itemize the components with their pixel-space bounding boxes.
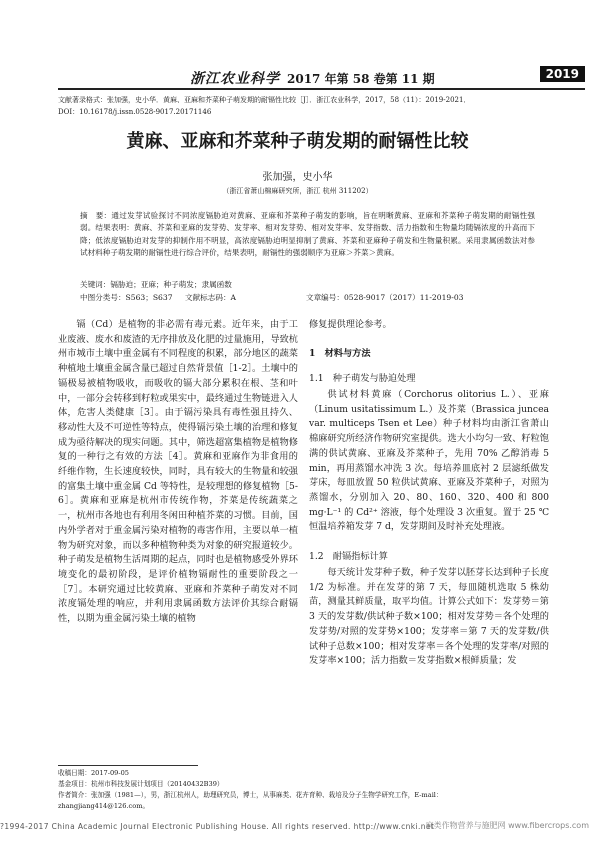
site-watermark: 麻类作物营养与施肥网 www.fibercrops.com — [425, 821, 589, 830]
clc-number: 中图分类号：S563；S637 — [80, 293, 173, 302]
footnote-email: zhangjiang414@126.com。 — [58, 802, 150, 810]
keywords: 关键词：镉胁迫；亚麻；种子萌发；隶属函数 — [80, 280, 232, 289]
section-1-2-text: 每天统计发芽种子数，种子发芽以胚芽长达到种子长度 1/2 为标准。并在发芽的第 7 天，每皿随机选取 5 株幼苗，测量其鲜质量，取平均值。计算公式如下：发芽势＝第 3 天的发芽数/供试种子数×100；相对发芽势＝各个处理的发芽势/对照的发芽势×100；发芽率＝第 7 天的发芽数/供试种子总数×100；相对发芽率＝各个处理的发芽率/对照的发芽率×100；活力指数＝发芽指数×根鲜质量；发 — [309, 567, 549, 667]
header-rule — [58, 88, 585, 90]
journal-name: 浙江农业科学 — [190, 71, 280, 87]
citation-format: 文献著录格式：张加强，史小华．黄麻、亚麻和芥菜种子萌发期的耐镉性比较［J］．浙江农业科学，2017，58（11）：2019-2021． — [58, 96, 471, 104]
body-right-column — [309, 318, 549, 758]
year-badge: 2019 — [540, 66, 585, 82]
article-affiliation: （浙江省萧山棉麻研究所，浙江 杭州 311202） — [222, 187, 373, 195]
article-authors: 张加强，史小华 — [262, 172, 333, 183]
footnote-fund: 基金项目：杭州市科技发展计划项目（20140432B39） — [58, 780, 224, 788]
journal-issue: 2017 年第 58 卷第 11 期 — [287, 72, 435, 86]
body-left-column: 镉（Cd）是植物的非必需有毒元素。近年来，由于工业废液、废水和废渣的无序排放及化肥的过量施用，导致杭州市城市土壤中重金属有不同程度的积累，部分地区的蔬菜种植地土壤重金属含量已超过自然背景值［1-2］。土壤中的镉极易被植物吸收，而吸收的镉大部分累积在根、茎和叶中，一部分会转移到籽粒或果实中，最终通过生物链进入人体，危害人类健康［3］。由于镉污染具有毒性强且持久、移动性大及不可逆性等特点，使得镉污染土壤的治理和修复成为亟待解决的现实问题。其中，筛选超富集植物是植物修复的一种行之有效的方法［4］。黄麻和亚麻作为非食用的纤维作物，生长速度较快，同时，具有较大的生物量和较强的富集土壤中重金属 Cd 等特性，是较理想的修复植物［5-6］。黄麻和亚麻是杭州市传统作物，芥菜是传统蔬菜之一，杭州市各地也有利用冬闲田种植芥菜的习惯。目前，国内外学者对于重金属污染对植物的毒害作用，主要以单一植物为研究对象，而以多种植物种类为对象的研究报道较少。种子萌发是植物生活周期的起点，同时也是植物感受外界环境变化的最初阶段，是评价植物镉耐性的重要阶段之一［7］。本研究通过比较黄麻、亚麻和芥菜种子萌发对不同浓度镉处理的响应，并利用隶属函数方法评价其综合耐镉性，以期为重金属污染土壤的植物 — [58, 319, 298, 625]
article-title: 黄麻、亚麻和芥菜种子萌发期的耐镉性比较 — [126, 131, 469, 152]
footnote-rule — [58, 765, 198, 766]
section-heading-1-2: 1.2 耐镉指标计算 — [309, 551, 388, 562]
citation-block — [58, 94, 588, 118]
footnote-author: 作者简介：张加强（1981—），男，浙江杭州人，助理研究员，博士，从事麻类、花卉育种、栽培及分子生物学研究工作，E-mail： — [58, 791, 443, 799]
section-heading-1-1: 1.1 种子萌发与胁迫处理 — [309, 373, 416, 384]
section-1-1-text: 供试材料黄麻（Corchorus olitorius L.）、亚麻（Linum usitatissimum L.）及芥菜（Brassica juncea var. multiceps Tsen et Lee）种子材料均由浙江省萧山棉麻研究所经济作物研究室提供。选大小均匀一致、籽粒饱满的供试黄麻、亚麻及芥菜种子，先用 70% 乙醇消毒 5 min，再用蒸馏水冲洗 3 次。每培养皿底衬 2 层滤纸做发芽床，每皿放置 50 粒供试黄麻、亚麻及芥菜种子，对照为蒸馏水，分别加入 20、80、160、320、400 和 800 mg·L⁻¹ 的 Cd²⁺ 溶液，每个处理设 3 次重复。置于 25 ℃ 恒温培养箱发芽 7 d，发芽期间及时补充处理液。 — [309, 389, 549, 533]
copyright-footer: ?1994-2017 China Academic Journal Electronic Publishing House. All rights reserved. http://www.cnki.net — [0, 822, 435, 831]
article-number: 文章编号：0528-9017（2017）11-2019-03 — [306, 293, 464, 302]
footnote-received: 收稿日期：2017-09-05 — [58, 769, 129, 777]
abstract: 摘 要：通过发芽试验探讨不同浓度镉胁迫对黄麻、亚麻和芥菜种子萌发的影响，旨在明晰黄麻、亚麻和芥菜种子萌发期的耐镉性强弱。结果表明：黄麻、芥菜和亚麻的发芽势、发芽率、相对发芽势、相对发芽率、发芽指数、活力指数和生物量均随镉浓度的升高而下降；低浓度镉胁迫对发芽的抑制作用不明显，高浓度镉胁迫明显抑制了黄麻、芥菜和亚麻种子萌发和生物量积累。采用隶属函数法对参试材料种子萌发期的耐镉性进行综合评价，结果表明，耐镉性的强弱顺序为亚麻＞芥菜＞黄麻。 — [80, 211, 535, 257]
citation-doi: DOI：10.16178/j.issn.0528-9017.20171146 — [58, 108, 212, 116]
intro-continued: 修复提供理论参考。 — [309, 319, 392, 330]
classification-meta — [80, 292, 246, 303]
document-code: 文献标志码：A — [184, 293, 237, 302]
section-heading-1: 1 材料与方法 — [309, 348, 371, 359]
